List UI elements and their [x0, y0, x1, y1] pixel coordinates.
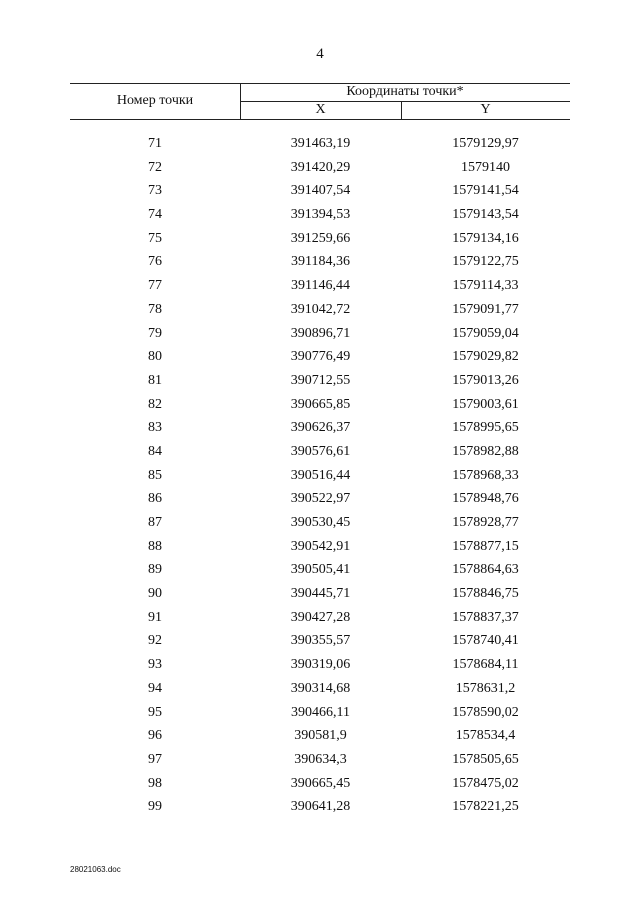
x-value: 390314,68: [290, 680, 351, 696]
y-value: 1579003,61: [452, 396, 519, 412]
x-value: 390665,85: [290, 396, 351, 412]
x-value: 390427,28: [290, 609, 351, 625]
page-number: 4: [316, 46, 324, 62]
table-row: [70, 539, 570, 563]
y-value: 1578928,77: [452, 515, 519, 530]
table-row: [70, 326, 570, 350]
point-number: 72: [148, 159, 162, 175]
x-value: 390665,45: [290, 775, 351, 791]
y-value: 1579013,26: [452, 372, 519, 388]
y-value: 1578948,76: [452, 491, 519, 507]
y-value: 1578864,63: [452, 562, 519, 578]
table-row: [70, 515, 570, 539]
point-number: 78: [148, 301, 162, 317]
point-number: 92: [148, 633, 162, 649]
table-row: [70, 444, 570, 468]
x-value: 390505,41: [290, 562, 351, 578]
table-row: [70, 562, 570, 586]
point-number: 93: [148, 657, 162, 673]
point-number: 89: [148, 562, 162, 578]
y-value: 1578995,65: [452, 420, 519, 436]
y-value: 1578740,41: [452, 633, 519, 649]
table-row: [70, 752, 570, 776]
point-number: 76: [148, 254, 162, 270]
point-number: 87: [148, 515, 162, 530]
point-number: 95: [148, 704, 162, 720]
table-row: [70, 705, 570, 729]
table-row: [70, 468, 570, 492]
x-value: 390319,06: [290, 657, 351, 673]
x-value: 391042,72: [290, 301, 351, 317]
y-value: 1578534,4: [455, 728, 516, 744]
point-number: 91: [148, 609, 162, 625]
y-value: 1578631,2: [455, 680, 516, 696]
table-row: [70, 397, 570, 421]
point-number: 82: [148, 396, 162, 412]
y-value: 1579143,54: [452, 207, 519, 223]
coordinates-table-body: [70, 136, 570, 823]
y-value: 1579029,82: [452, 349, 519, 365]
table-row: [70, 776, 570, 800]
point-number: 86: [148, 491, 162, 507]
point-number: 75: [148, 230, 162, 246]
y-value: 1578505,65: [452, 751, 519, 767]
y-value: 1579091,77: [452, 301, 519, 317]
table-row: [70, 681, 570, 705]
table-row: [70, 633, 570, 657]
x-value: 390634,3: [294, 751, 347, 767]
y-value: 1578982,88: [452, 443, 519, 459]
y-value: 1578684,11: [452, 657, 519, 673]
footer-filename: 28021063.doc: [70, 865, 121, 874]
x-value: 390530,45: [290, 515, 351, 530]
x-value: 390712,55: [290, 372, 351, 388]
y-value: 1578837,37: [452, 609, 519, 625]
point-number: 77: [148, 278, 162, 294]
point-number: 81: [148, 372, 162, 388]
point-number: 94: [148, 680, 162, 696]
col-x-header: X: [315, 102, 326, 117]
point-number: 97: [148, 751, 162, 767]
y-value: 1579140: [461, 159, 510, 175]
y-value: 1579114,33: [452, 278, 519, 294]
point-number: 80: [148, 349, 162, 365]
x-value: 391259,66: [290, 230, 351, 246]
point-number: 83: [148, 420, 162, 436]
x-value: 390516,44: [290, 467, 351, 483]
x-value: 390896,71: [290, 325, 351, 341]
table-row: [70, 183, 570, 207]
y-value: 1578877,15: [452, 538, 519, 554]
table-row: [70, 373, 570, 397]
x-value: 391463,19: [290, 136, 351, 151]
table-row: [70, 799, 570, 823]
point-number: 96: [148, 728, 162, 744]
y-value: 1579141,54: [452, 183, 519, 199]
table-row: [70, 231, 570, 255]
col-coords-header: Координаты точки*: [346, 84, 464, 99]
point-number: 88: [148, 538, 162, 554]
table-row: [70, 610, 570, 634]
table-row: [70, 160, 570, 184]
x-value: 390522,97: [290, 491, 351, 507]
y-value: 1578968,33: [452, 467, 519, 483]
table-row: [70, 491, 570, 515]
x-value: 390626,37: [290, 420, 351, 436]
table-row: [70, 657, 570, 681]
table-row: [70, 420, 570, 444]
x-value: 390776,49: [290, 349, 351, 365]
col-y-header: Y: [480, 102, 491, 117]
table-row: [70, 586, 570, 610]
y-value: 1578475,02: [452, 775, 519, 791]
x-value: 390445,71: [290, 586, 351, 602]
table-row: [70, 302, 570, 326]
table-row: [70, 278, 570, 302]
x-value: 391146,44: [291, 278, 350, 294]
point-number: 98: [148, 775, 162, 791]
point-number: 99: [148, 799, 162, 815]
x-value: 390641,28: [290, 799, 351, 815]
point-number: 74: [148, 207, 162, 223]
x-value: 390355,57: [290, 633, 351, 649]
point-number: 90: [148, 586, 162, 602]
y-value: 1578590,02: [452, 704, 519, 720]
x-value: 391407,54: [290, 183, 351, 199]
x-value: 391184,36: [291, 254, 350, 270]
table-row: [70, 728, 570, 752]
x-value: 390466,11: [291, 704, 350, 720]
col-point-header: Номер точки: [116, 93, 194, 108]
x-value: 390576,61: [290, 443, 351, 459]
y-value: 1579122,75: [452, 254, 519, 270]
table-row: [70, 136, 570, 160]
header-bottom-rule: [70, 119, 570, 120]
table-row: [70, 349, 570, 373]
y-value: 1579134,16: [452, 230, 519, 246]
x-value: 390581,9: [294, 728, 347, 744]
y-value: 1578846,75: [452, 586, 519, 602]
point-number: 84: [148, 443, 162, 459]
point-number: 79: [148, 325, 162, 341]
y-value: 1579129,97: [452, 136, 519, 151]
point-number: 85: [148, 467, 162, 483]
y-value: 1578221,25: [452, 799, 519, 815]
table-row: [70, 254, 570, 278]
x-value: 390542,91: [290, 538, 351, 554]
y-value: 1579059,04: [452, 325, 519, 341]
point-number: 73: [148, 183, 162, 199]
point-number: 71: [148, 136, 162, 151]
x-value: 391394,53: [290, 207, 351, 223]
table-row: [70, 207, 570, 231]
x-value: 391420,29: [290, 159, 351, 175]
